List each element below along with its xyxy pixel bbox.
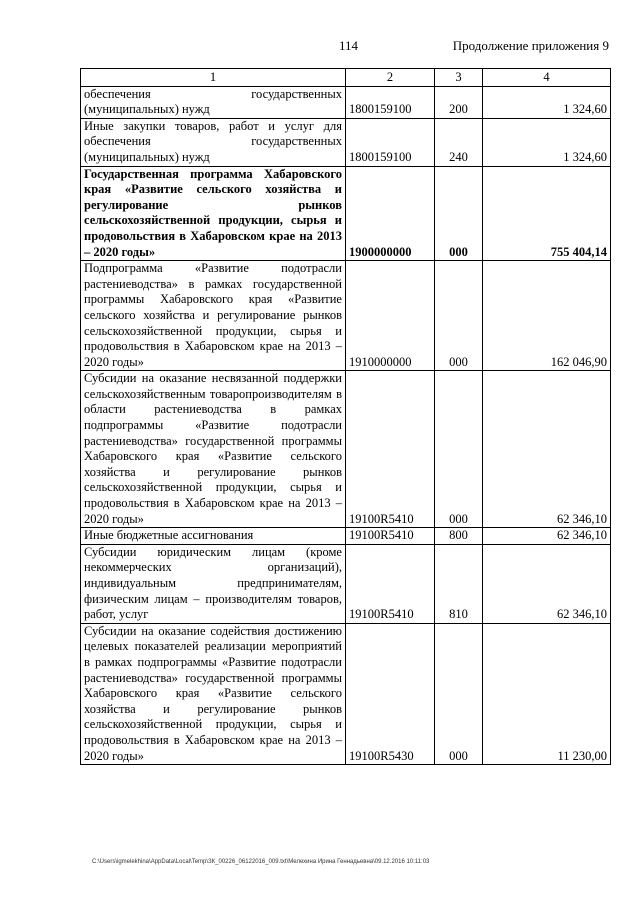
expense-type-cell: 200 — [435, 86, 483, 118]
target-article-code-cell: 1910000000 — [346, 261, 435, 371]
amount-cell: 1 324,60 — [483, 86, 611, 118]
amount-cell: 1 324,60 — [483, 118, 611, 166]
budget-table — [80, 68, 611, 765]
column-header-4: 4 — [483, 69, 611, 87]
table-row — [81, 261, 611, 371]
amount-cell: 62 346,10 — [483, 371, 611, 528]
column-header-2: 2 — [346, 69, 435, 87]
amount-cell: 62 346,10 — [483, 528, 611, 545]
target-article-code-cell: 1900000000 — [346, 166, 435, 261]
continuation-label: Продолжение приложения 9 — [452, 38, 609, 53]
table-row — [81, 86, 611, 118]
document-path-footer: C:\Users\igmelekhina\AppData\Local\Temp\ЗК_00226_06122016_009.txt\Мелехина Ирина Геннадьевна\09.12.2016 10:11:03 — [92, 859, 430, 865]
expense-type-cell: 000 — [435, 371, 483, 528]
row-name-cell: Подпрограмма «Развитие подотрасли растениеводства» в рамках государственной программы Хабаровского края «Развитие сельского хозяйства и регулирование рынков сельскохозяйственной продукции, сырья и продовольствия в Хабаровском крае на 2013 – 2020 годы» — [81, 261, 346, 371]
amount-cell: 62 346,10 — [483, 544, 611, 623]
amount-cell: 162 046,90 — [483, 261, 611, 371]
table-row — [81, 544, 611, 623]
row-name-cell: Иные закупки товаров, работ и услуг для обеспечения государственных (муниципальных) нужд — [81, 118, 346, 166]
target-article-code-cell: 19100R5410 — [346, 544, 435, 623]
expense-type-cell: 810 — [435, 544, 483, 623]
expense-type-cell: 000 — [435, 623, 483, 764]
target-article-code-cell: 19100R5410 — [346, 371, 435, 528]
row-name-cell: обеспечения государственных (муниципальных) нужд — [81, 86, 346, 118]
column-header-3: 3 — [435, 69, 483, 87]
expense-type-cell: 000 — [435, 261, 483, 371]
row-name-cell: Субсидии на оказание содействия достижению целевых показателей реализации мероприятий в рамках подпрограммы «Развитие подотрасли растениеводства» государственной программы Хабаровского края «Развитие сельского хозяйства и регулирование рынков сельскохозяйственной продукции, сырья и продовольствия в Хабаровском крае на 2013 – 2020 годы» — [81, 623, 346, 764]
table-header-row — [81, 69, 611, 87]
expense-type-cell: 000 — [435, 166, 483, 261]
row-name-cell: Субсидии юридическим лицам (кроме некоммерческих организаций), индивидуальным предпринимателям, физическим лицам – производителям товаров, работ, услуг — [81, 544, 346, 623]
table-row — [81, 118, 611, 166]
row-name-cell: Субсидии на оказание несвязанной поддержки сельскохозяйственным товаропроизводителям в области растениеводства в рамках подпрограммы «Развитие подотрасли растениеводства» государственной программы Хабаровского края «Развитие сельского хозяйства и регулирование рынков сельскохозяйственной продукции, сырья и продовольствия в Хабаровском крае на 2013 – 2020 годы» — [81, 371, 346, 528]
table-row — [81, 528, 611, 545]
target-article-code-cell: 1800159100 — [346, 118, 435, 166]
table-row — [81, 371, 611, 528]
target-article-code-cell: 19100R5410 — [346, 528, 435, 545]
column-header-1: 1 — [81, 69, 346, 87]
target-article-code-cell: 1800159100 — [346, 86, 435, 118]
row-name-cell: Иные бюджетные ассигнования — [81, 528, 346, 545]
table-body — [81, 86, 611, 765]
row-name-cell: Государственная программа Хабаровского края «Развитие сельского хозяйства и регулирование рынков сельскохозяйственной продукции, сырья и продовольствия в Хабаровском крае на 2013 – 2020 годы» — [81, 166, 346, 261]
amount-cell: 11 230,00 — [483, 623, 611, 764]
target-article-code-cell: 19100R5430 — [346, 623, 435, 764]
expense-type-cell: 800 — [435, 528, 483, 545]
table-row — [81, 166, 611, 261]
expense-type-cell: 240 — [435, 118, 483, 166]
table-row — [81, 623, 611, 764]
page-number: 114 — [339, 38, 359, 53]
amount-cell: 755 404,14 — [483, 166, 611, 261]
